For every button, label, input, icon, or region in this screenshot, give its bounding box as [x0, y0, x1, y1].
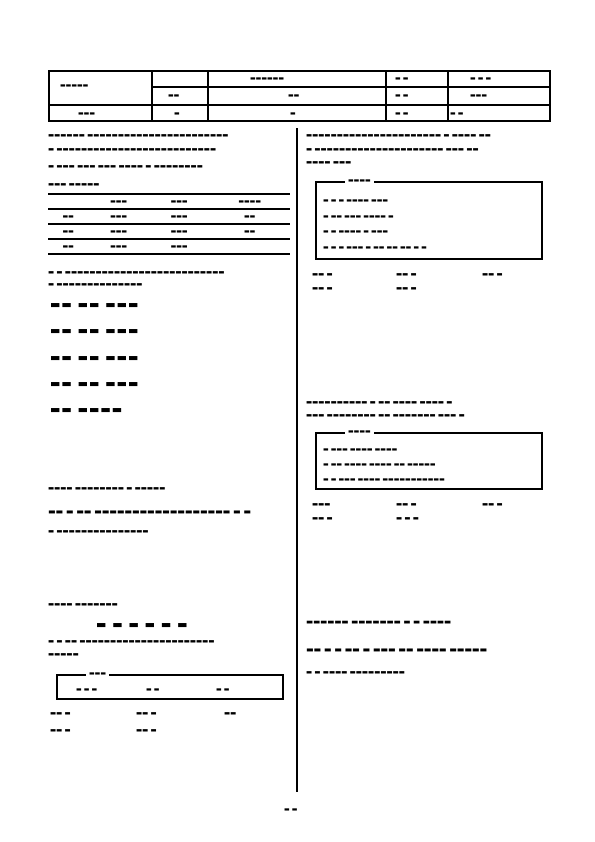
table-row [48, 209, 290, 224]
q3-line: ▬▬▬▬▬ [48, 650, 79, 658]
q3-answer: ▬▬ ▬ [136, 726, 157, 734]
formula-line: ▬▬ ▬▬ ▬▬▬ [50, 298, 140, 311]
q5-box-item: ▬ ▬ ▬▬▬ ▬▬▬▬ ▬▬▬▬▬▬▬▬▬▬▬ [323, 476, 445, 483]
q1-tail-line: ▬ ▬ ▬▬▬▬▬▬▬▬▬▬▬▬▬▬▬▬▬▬▬▬▬▬▬▬▬▬ [48, 268, 225, 276]
q5-answer: ▬▬ ▬ [396, 500, 417, 508]
school-label: ▬▬▬▬▬ [60, 82, 89, 89]
q3-box-option: ▬ ▬ [216, 686, 230, 693]
q5-line: ▬▬▬▬▬▬▬▬▬▬ ▬ ▬▬ ▬▬▬▬ ▬▬▬▬ ▬ [306, 398, 453, 406]
formula-line: ▬▬ ▬▬ ▬▬▬ [50, 351, 140, 364]
q3-line: ▬ ▬ ▬▬ ▬▬▬▬▬▬▬▬▬▬▬▬▬▬▬▬▬▬▬▬▬▬ [48, 637, 215, 645]
q5-answer: ▬ ▬ ▬ [396, 514, 419, 522]
table-cell: ▬▬ [48, 209, 88, 224]
header-r3c1: ▬▬▬ [78, 110, 96, 117]
table-cell: ▬▬▬ [88, 224, 149, 239]
q5-box-label: ▬▬▬▬ [345, 428, 374, 435]
table-row [48, 239, 290, 254]
q5-answer: ▬▬ ▬ [482, 500, 503, 508]
q5-box-item: ▬ ▬▬ ▬▬▬▬ ▬▬▬▬ ▬▬ ▬▬▬▬▬ [323, 461, 436, 468]
table-row [48, 224, 290, 239]
q6-title: ▬▬▬▬▬▬ ▬▬▬▬▬▬▬ ▬ ▬ ▬▬▬▬ [306, 618, 452, 626]
table-cell: ▬▬ [48, 239, 88, 254]
q1-line: ▬▬▬ ▬▬▬▬▬ [48, 180, 100, 188]
q4-line: ▬▬▬▬▬▬▬▬▬▬▬▬▬▬▬▬▬▬▬▬▬▬ ▬ ▬▬▬▬ ▬▬ [306, 131, 491, 139]
q1-line: ▬▬▬▬▬▬ ▬▬▬▬▬▬▬▬▬▬▬▬▬▬▬▬▬▬▬▬▬▬▬ [48, 131, 229, 139]
q5-box-item: ▬ ▬▬▬ ▬▬▬▬ ▬▬▬▬ [323, 446, 398, 453]
q4-answer: ▬▬ ▬ [312, 284, 333, 292]
q3-box-label: ▬▬▬ [86, 670, 109, 677]
q3-expression: ▬ ▬ ▬ ▬ ▬ ▬ [96, 618, 189, 631]
q4-answer: ▬▬ ▬ [312, 270, 333, 278]
q3-box-option: ▬ ▬ ▬ [76, 686, 98, 693]
header-r3c2: ▬ [174, 110, 180, 117]
table-row [48, 194, 290, 209]
q1-tail-line: ▬ ▬▬▬▬▬▬▬▬▬▬▬▬▬▬ [48, 280, 143, 288]
table-cell: ▬▬▬ [149, 194, 210, 209]
header-r1c5: ▬ ▬ ▬ [470, 75, 492, 82]
q3-answer: ▬▬ ▬ [50, 726, 71, 734]
data-table [48, 193, 290, 255]
header-r3c4: ▬ ▬ [395, 110, 409, 117]
q5-answer: ▬▬ ▬ [312, 514, 333, 522]
header-r1c3: ▬▬▬▬▬▬ [250, 75, 285, 82]
q4-line: ▬ ▬▬▬▬▬▬▬▬▬▬▬▬▬▬▬▬▬▬▬▬▬ ▬▬▬ ▬▬ [306, 145, 479, 153]
table-cell [48, 194, 88, 209]
q4-choice-box [315, 177, 543, 260]
header-r1c4: ▬ ▬ [395, 75, 409, 82]
page-number: ▬ ▬ [284, 806, 298, 813]
header-r2c5: ▬▬▬ [470, 92, 488, 99]
table-cell: ▬▬▬ [88, 239, 149, 254]
header-r2c4: ▬ ▬ [395, 92, 409, 99]
table-cell: ▬▬▬ [88, 194, 149, 209]
table-cell [209, 239, 290, 254]
table-cell: ▬▬▬ [149, 224, 210, 239]
q3-title: ▬▬▬▬ ▬▬▬▬▬▬▬ [48, 600, 118, 608]
q2-line: ▬▬ ▬ ▬▬ ▬▬▬▬▬▬▬▬▬▬▬▬▬▬▬▬▬▬ ▬ ▬ [48, 508, 251, 516]
column-divider [296, 128, 298, 792]
q3-answer: ▬▬ [224, 709, 237, 717]
q4-box-item: ▬ ▬ ▬ ▬▬▬▬ ▬▬▬ [323, 197, 389, 204]
header-table [48, 70, 551, 122]
header-r3c3: ▬ [290, 110, 296, 117]
q4-line: ▬▬▬▬ ▬▬▬ [306, 158, 352, 166]
table-cell: ▬▬ [48, 224, 88, 239]
table-cell: ▬▬ [209, 224, 290, 239]
q4-box-label: ▬▬▬▬ [345, 177, 374, 184]
formula-line: ▬▬ ▬▬▬▬ [50, 403, 124, 416]
q5-choice-box [315, 428, 543, 490]
table-cell: ▬▬▬ [149, 239, 210, 254]
table-cell: ▬▬▬▬ [209, 194, 290, 209]
table-cell: ▬▬▬ [88, 209, 149, 224]
q4-box-item: ▬ ▬ ▬▬▬▬ ▬ ▬▬▬ [323, 228, 389, 235]
header-r3c5: ▬ ▬ [450, 110, 464, 117]
q4-answer: ▬▬ ▬ [482, 270, 503, 278]
q3-answer: ▬▬ ▬ [136, 709, 157, 717]
q4-answer: ▬▬ ▬ [396, 284, 417, 292]
q3-box-option: ▬ ▬ [146, 686, 160, 693]
formula-line: ▬▬ ▬▬ ▬▬▬ [50, 377, 140, 390]
q5-line: ▬▬▬ ▬▬▬▬▬▬▬▬ ▬▬ ▬▬▬▬▬▬▬ ▬▬▬ ▬ [306, 411, 465, 419]
table-cell: ▬▬▬ [149, 209, 210, 224]
q4-box-item: ▬ ▬▬ ▬▬▬ ▬▬▬▬ ▬ [323, 213, 394, 220]
q3-choice-box [56, 670, 284, 700]
q1-line: ▬ ▬▬▬▬▬▬▬▬▬▬▬▬▬▬▬▬▬▬▬▬▬▬▬▬▬▬ [48, 145, 217, 153]
q1-line: ▬ ▬▬▬ ▬▬▬ ▬▬▬ ▬▬▬▬ ▬ ▬▬▬▬▬▬▬▬ [48, 162, 203, 170]
q4-answer: ▬▬ ▬ [396, 270, 417, 278]
q6-line: ▬ ▬ ▬▬▬▬ ▬▬▬▬▬▬▬▬▬ [306, 668, 405, 676]
formula-line: ▬▬ ▬▬ ▬▬▬ [50, 324, 140, 337]
q4-box-item: ▬ ▬ ▬ ▬▬▬ ▬ ▬▬ ▬▬ ▬▬ ▬ ▬ [323, 244, 427, 251]
header-r2c2: ▬▬ [168, 92, 180, 99]
q5-answer: ▬▬▬ [312, 500, 331, 508]
q6-line: ▬▬ ▬ ▬ ▬▬ ▬ ▬▬▬ ▬▬ ▬▬▬▬ ▬▬▬▬▬ [306, 646, 488, 654]
header-r2c3: ▬▬ [288, 92, 300, 99]
q2-title: ▬▬▬▬ ▬▬▬▬▬▬▬▬ ▬ ▬▬▬▬▬ [48, 484, 166, 492]
q3-answer: ▬▬ ▬ [50, 709, 71, 717]
q2-line: ▬ ▬▬▬▬▬▬▬▬▬▬▬▬▬▬▬ [48, 527, 149, 535]
table-cell: ▬▬ [209, 209, 290, 224]
